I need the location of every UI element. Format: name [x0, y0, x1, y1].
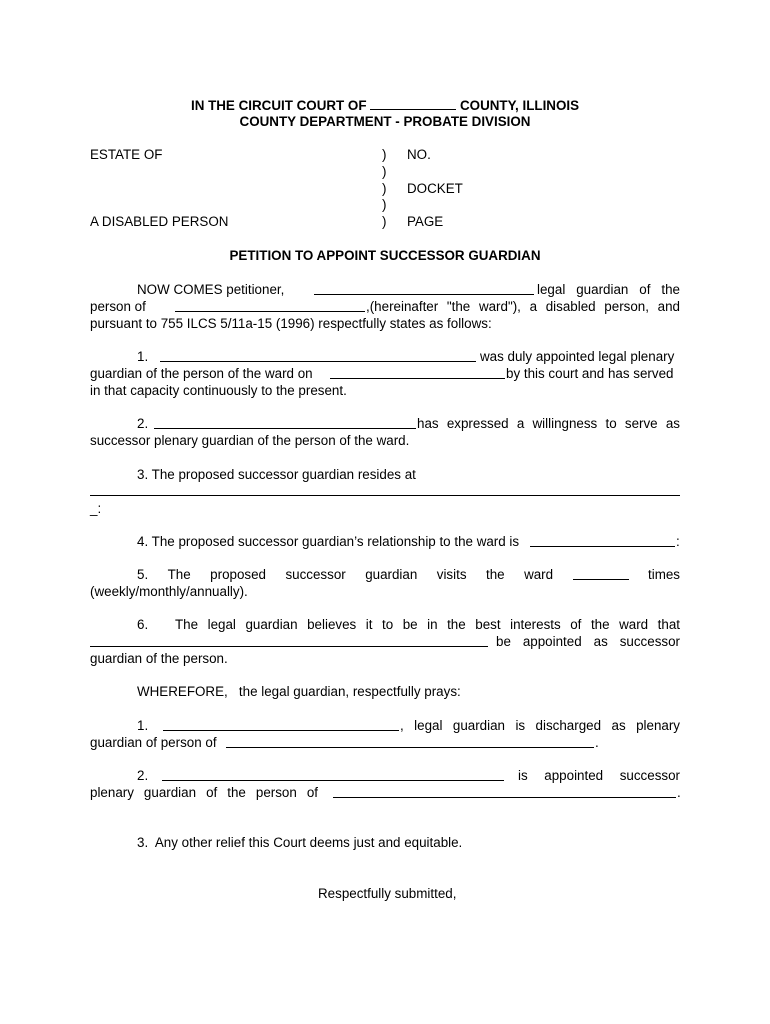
caption-paren: ) — [382, 181, 387, 196]
residence-tail: _: — [90, 501, 102, 516]
para6-number: 6. — [137, 617, 149, 632]
other-relief-text: 3. Any other relief this Court deems just and equitable. — [137, 835, 463, 850]
willingness-text: has expressed a willingness to serve as — [417, 416, 680, 431]
prayer1-number: 1. — [137, 718, 149, 733]
case-no-label: NO. — [407, 147, 431, 162]
successor-appointee-blank[interactable] — [162, 767, 504, 781]
plenary-text: plenary guardian of the person of — [90, 785, 318, 800]
prayer2-number: 2. — [137, 768, 149, 783]
prayer2-period: . — [677, 785, 681, 800]
appointed-text: be appointed as successor — [496, 634, 680, 649]
visits-line: 5. The proposed successor guardian visits the ward times — [137, 567, 680, 582]
petitioner-name-blank[interactable] — [314, 281, 534, 295]
guardian-person-text: guardian of the person. — [90, 651, 228, 666]
para1-number: 1. — [137, 349, 149, 364]
resides-text: 3. The proposed successor guardian resides at — [137, 467, 416, 482]
relationship-tail: : — [676, 534, 680, 549]
frequency-text: (weekly/monthly/annually). — [90, 584, 248, 599]
prayer1-ward-blank[interactable] — [226, 734, 594, 748]
court-heading: IN THE CIRCUIT COURT OF COUNTY, ILLINOIS — [190, 98, 580, 113]
wherefore-text: WHEREFORE, the legal guardian, respectfully prays: — [137, 684, 461, 699]
residence-blank[interactable] — [90, 495, 680, 496]
department-heading: COUNTY DEPARTMENT - PROBATE DIVISION — [239, 114, 531, 129]
caption-paren: ) — [382, 197, 387, 212]
para2-number: 2. — [137, 416, 149, 431]
by-court-text: by this court and has served — [506, 366, 674, 381]
prayer2-ward-blank[interactable] — [333, 784, 676, 798]
believes-text: The legal guardian believes it to be in the best interests of the ward that — [175, 617, 680, 632]
page-label: PAGE — [407, 214, 444, 229]
relationship-text: 4. The proposed successor guardian’s relationship to the ward is — [137, 534, 520, 549]
appointed-guardian-blank[interactable] — [160, 348, 476, 362]
estate-of-label: ESTATE OF — [90, 147, 163, 162]
pursuant-text: pursuant to 755 ILCS 5/11a-15 (1996) respectfully states as follows: — [90, 316, 492, 331]
caption-paren: ) — [382, 147, 387, 162]
caption-paren: ) — [382, 214, 387, 229]
now-comes-text: NOW COMES petitioner, — [137, 282, 285, 297]
ward-name-blank[interactable] — [175, 298, 365, 312]
successor-text: successor plenary guardian of the person of the ward. — [90, 433, 410, 448]
legal-guardian-text: legal guardian of the — [537, 282, 680, 297]
guardian-of-text: guardian of person of — [90, 735, 217, 750]
petition-title: PETITION TO APPOINT SUCCESSOR GUARDIAN — [229, 248, 541, 263]
visit-count-blank[interactable] — [573, 566, 629, 580]
prayer1-period: . — [595, 735, 599, 750]
was-appointed-text: was duly appointed legal plenary — [480, 349, 675, 364]
willing-person-blank[interactable] — [154, 415, 416, 429]
appointment-date-blank[interactable] — [330, 365, 505, 379]
guardian-on-text: guardian of the person of the ward on — [90, 366, 313, 381]
discharged-guardian-blank[interactable] — [163, 717, 399, 731]
person-of-text: person of — [90, 299, 146, 314]
hereinafter-text: ,(hereinafter "the ward"), a disabled person, and — [366, 299, 680, 314]
county-blank[interactable] — [370, 96, 456, 110]
discharged-text: , legal guardian is discharged as plenary — [400, 718, 680, 733]
disabled-person-label: A DISABLED PERSON — [90, 214, 229, 229]
successor-name-blank[interactable] — [90, 633, 488, 647]
is-appointed-text: is appointed successor — [518, 768, 680, 783]
respectfully-submitted: Respectfully submitted, — [318, 886, 457, 901]
capacity-text: in that capacity continuously to the present. — [90, 383, 347, 398]
relationship-blank[interactable] — [530, 533, 675, 547]
caption-paren: ) — [382, 164, 387, 179]
docket-label: DOCKET — [407, 181, 463, 196]
